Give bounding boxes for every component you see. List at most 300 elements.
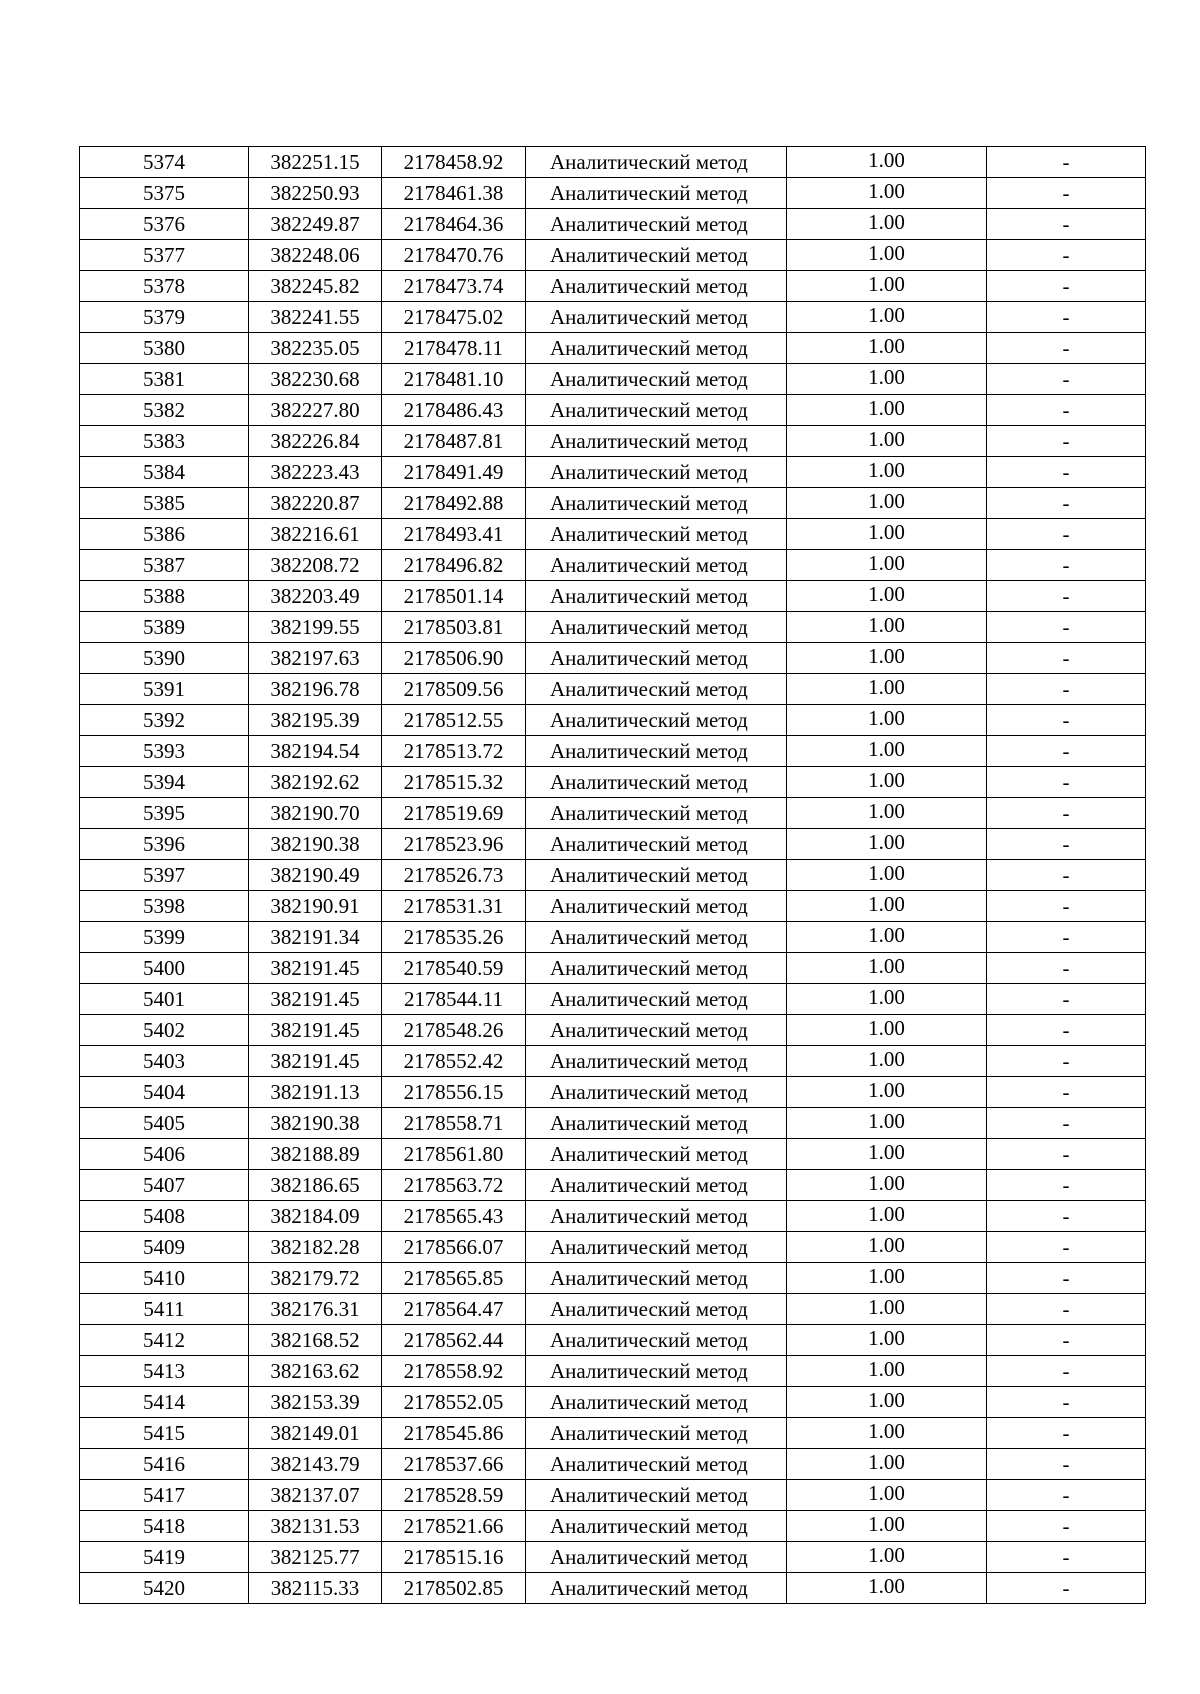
accuracy-cell: 1.00 [787, 705, 987, 736]
point-number-cell: 5406 [80, 1139, 249, 1170]
x-coordinate-cell: 382184.09 [249, 1201, 382, 1232]
description-cell: - [987, 395, 1146, 426]
point-number-cell: 5401 [80, 984, 249, 1015]
y-coordinate-cell: 2178496.82 [382, 550, 526, 581]
table-row [80, 519, 1146, 550]
x-coordinate-cell: 382196.78 [249, 674, 382, 705]
point-number-cell: 5393 [80, 736, 249, 767]
point-number-cell: 5391 [80, 674, 249, 705]
point-number-cell: 5400 [80, 953, 249, 984]
y-coordinate-cell: 2178537.66 [382, 1449, 526, 1480]
point-number-cell: 5385 [80, 488, 249, 519]
x-coordinate-cell: 382143.79 [249, 1449, 382, 1480]
accuracy-cell: 1.00 [787, 1201, 987, 1232]
description-cell: - [987, 1201, 1146, 1232]
x-coordinate-cell: 382153.39 [249, 1387, 382, 1418]
x-coordinate-cell: 382192.62 [249, 767, 382, 798]
accuracy-cell: 1.00 [787, 1573, 987, 1604]
method-cell: Аналитический метод [526, 1418, 787, 1449]
method-cell: Аналитический метод [526, 550, 787, 581]
point-number-cell: 5420 [80, 1573, 249, 1604]
table-row [80, 302, 1146, 333]
x-coordinate-cell: 382191.45 [249, 1015, 382, 1046]
table-row [80, 1573, 1146, 1604]
y-coordinate-cell: 2178535.26 [382, 922, 526, 953]
method-cell: Аналитический метод [526, 302, 787, 333]
description-cell: - [987, 519, 1146, 550]
description-cell: - [987, 178, 1146, 209]
point-number-cell: 5395 [80, 798, 249, 829]
table-row [80, 333, 1146, 364]
x-coordinate-cell: 382245.82 [249, 271, 382, 302]
point-number-cell: 5394 [80, 767, 249, 798]
accuracy-cell: 1.00 [787, 767, 987, 798]
point-number-cell: 5416 [80, 1449, 249, 1480]
x-coordinate-cell: 382190.38 [249, 1108, 382, 1139]
accuracy-cell: 1.00 [787, 395, 987, 426]
x-coordinate-cell: 382191.13 [249, 1077, 382, 1108]
y-coordinate-cell: 2178478.11 [382, 333, 526, 364]
description-cell: - [987, 1542, 1146, 1573]
method-cell: Аналитический метод [526, 953, 787, 984]
description-cell: - [987, 1170, 1146, 1201]
x-coordinate-cell: 382190.38 [249, 829, 382, 860]
method-cell: Аналитический метод [526, 519, 787, 550]
y-coordinate-cell: 2178523.96 [382, 829, 526, 860]
y-coordinate-cell: 2178481.10 [382, 364, 526, 395]
table-row [80, 1511, 1146, 1542]
x-coordinate-cell: 382125.77 [249, 1542, 382, 1573]
y-coordinate-cell: 2178464.36 [382, 209, 526, 240]
accuracy-cell: 1.00 [787, 178, 987, 209]
y-coordinate-cell: 2178545.86 [382, 1418, 526, 1449]
x-coordinate-cell: 382197.63 [249, 643, 382, 674]
accuracy-cell: 1.00 [787, 457, 987, 488]
accuracy-cell: 1.00 [787, 1015, 987, 1046]
table-row [80, 798, 1146, 829]
point-number-cell: 5399 [80, 922, 249, 953]
x-coordinate-cell: 382182.28 [249, 1232, 382, 1263]
table-row [80, 860, 1146, 891]
table-row [80, 1201, 1146, 1232]
x-coordinate-cell: 382137.07 [249, 1480, 382, 1511]
y-coordinate-cell: 2178552.42 [382, 1046, 526, 1077]
method-cell: Аналитический метод [526, 1108, 787, 1139]
x-coordinate-cell: 382199.55 [249, 612, 382, 643]
method-cell: Аналитический метод [526, 1356, 787, 1387]
accuracy-cell: 1.00 [787, 1294, 987, 1325]
accuracy-cell: 1.00 [787, 488, 987, 519]
table-row [80, 1356, 1146, 1387]
x-coordinate-cell: 382223.43 [249, 457, 382, 488]
accuracy-cell: 1.00 [787, 519, 987, 550]
accuracy-cell: 1.00 [787, 922, 987, 953]
y-coordinate-cell: 2178558.71 [382, 1108, 526, 1139]
table-row [80, 1232, 1146, 1263]
x-coordinate-cell: 382226.84 [249, 426, 382, 457]
description-cell: - [987, 1232, 1146, 1263]
description-cell: - [987, 953, 1146, 984]
accuracy-cell: 1.00 [787, 333, 987, 364]
description-cell: - [987, 736, 1146, 767]
method-cell: Аналитический метод [526, 1387, 787, 1418]
accuracy-cell: 1.00 [787, 1263, 987, 1294]
method-cell: Аналитический метод [526, 1077, 787, 1108]
x-coordinate-cell: 382203.49 [249, 581, 382, 612]
x-coordinate-cell: 382168.52 [249, 1325, 382, 1356]
description-cell: - [987, 364, 1146, 395]
accuracy-cell: 1.00 [787, 1449, 987, 1480]
description-cell: - [987, 984, 1146, 1015]
point-number-cell: 5403 [80, 1046, 249, 1077]
table-row [80, 1480, 1146, 1511]
description-cell: - [987, 550, 1146, 581]
x-coordinate-cell: 382190.91 [249, 891, 382, 922]
table-row [80, 1139, 1146, 1170]
accuracy-cell: 1.00 [787, 147, 987, 178]
accuracy-cell: 1.00 [787, 1511, 987, 1542]
y-coordinate-cell: 2178491.49 [382, 457, 526, 488]
description-cell: - [987, 271, 1146, 302]
table-row [80, 209, 1146, 240]
y-coordinate-cell: 2178563.72 [382, 1170, 526, 1201]
y-coordinate-cell: 2178561.80 [382, 1139, 526, 1170]
method-cell: Аналитический метод [526, 674, 787, 705]
method-cell: Аналитический метод [526, 1542, 787, 1573]
method-cell: Аналитический метод [526, 271, 787, 302]
method-cell: Аналитический метод [526, 1325, 787, 1356]
table-row [80, 705, 1146, 736]
accuracy-cell: 1.00 [787, 1232, 987, 1263]
point-number-cell: 5397 [80, 860, 249, 891]
accuracy-cell: 1.00 [787, 953, 987, 984]
accuracy-cell: 1.00 [787, 1480, 987, 1511]
description-cell: - [987, 612, 1146, 643]
method-cell: Аналитический метод [526, 736, 787, 767]
table-row [80, 271, 1146, 302]
description-cell: - [987, 581, 1146, 612]
accuracy-cell: 1.00 [787, 1387, 987, 1418]
method-cell: Аналитический метод [526, 1139, 787, 1170]
y-coordinate-cell: 2178556.15 [382, 1077, 526, 1108]
x-coordinate-cell: 382131.53 [249, 1511, 382, 1542]
method-cell: Аналитический метод [526, 1232, 787, 1263]
point-number-cell: 5404 [80, 1077, 249, 1108]
y-coordinate-cell: 2178461.38 [382, 178, 526, 209]
method-cell: Аналитический метод [526, 147, 787, 178]
table-row [80, 984, 1146, 1015]
description-cell: - [987, 1325, 1146, 1356]
method-cell: Аналитический метод [526, 1480, 787, 1511]
x-coordinate-cell: 382191.34 [249, 922, 382, 953]
point-number-cell: 5384 [80, 457, 249, 488]
accuracy-cell: 1.00 [787, 1325, 987, 1356]
method-cell: Аналитический метод [526, 891, 787, 922]
accuracy-cell: 1.00 [787, 1108, 987, 1139]
point-number-cell: 5409 [80, 1232, 249, 1263]
method-cell: Аналитический метод [526, 612, 787, 643]
y-coordinate-cell: 2178562.44 [382, 1325, 526, 1356]
point-number-cell: 5405 [80, 1108, 249, 1139]
y-coordinate-cell: 2178515.16 [382, 1542, 526, 1573]
accuracy-cell: 1.00 [787, 1356, 987, 1387]
point-number-cell: 5415 [80, 1418, 249, 1449]
method-cell: Аналитический метод [526, 1449, 787, 1480]
method-cell: Аналитический метод [526, 1294, 787, 1325]
x-coordinate-cell: 382179.72 [249, 1263, 382, 1294]
point-number-cell: 5376 [80, 209, 249, 240]
table-row [80, 736, 1146, 767]
description-cell: - [987, 147, 1146, 178]
table-row [80, 1325, 1146, 1356]
y-coordinate-cell: 2178512.55 [382, 705, 526, 736]
description-cell: - [987, 1046, 1146, 1077]
description-cell: - [987, 240, 1146, 271]
description-cell: - [987, 209, 1146, 240]
accuracy-cell: 1.00 [787, 581, 987, 612]
x-coordinate-cell: 382186.65 [249, 1170, 382, 1201]
y-coordinate-cell: 2178552.05 [382, 1387, 526, 1418]
method-cell: Аналитический метод [526, 922, 787, 953]
accuracy-cell: 1.00 [787, 736, 987, 767]
point-number-cell: 5375 [80, 178, 249, 209]
y-coordinate-cell: 2178566.07 [382, 1232, 526, 1263]
y-coordinate-cell: 2178544.11 [382, 984, 526, 1015]
x-coordinate-cell: 382191.45 [249, 953, 382, 984]
description-cell: - [987, 705, 1146, 736]
point-number-cell: 5413 [80, 1356, 249, 1387]
table-row [80, 643, 1146, 674]
table-row [80, 1387, 1146, 1418]
method-cell: Аналитический метод [526, 240, 787, 271]
y-coordinate-cell: 2178473.74 [382, 271, 526, 302]
accuracy-cell: 1.00 [787, 1418, 987, 1449]
description-cell: - [987, 1387, 1146, 1418]
method-cell: Аналитический метод [526, 643, 787, 674]
y-coordinate-cell: 2178565.85 [382, 1263, 526, 1294]
method-cell: Аналитический метод [526, 395, 787, 426]
point-number-cell: 5382 [80, 395, 249, 426]
point-number-cell: 5388 [80, 581, 249, 612]
table-row [80, 767, 1146, 798]
x-coordinate-cell: 382251.15 [249, 147, 382, 178]
table-row [80, 1263, 1146, 1294]
y-coordinate-cell: 2178487.81 [382, 426, 526, 457]
point-number-cell: 5414 [80, 1387, 249, 1418]
point-number-cell: 5418 [80, 1511, 249, 1542]
x-coordinate-cell: 382176.31 [249, 1294, 382, 1325]
accuracy-cell: 1.00 [787, 829, 987, 860]
table-row [80, 457, 1146, 488]
point-number-cell: 5411 [80, 1294, 249, 1325]
table-row [80, 364, 1146, 395]
description-cell: - [987, 1294, 1146, 1325]
description-cell: - [987, 891, 1146, 922]
y-coordinate-cell: 2178509.56 [382, 674, 526, 705]
point-number-cell: 5398 [80, 891, 249, 922]
method-cell: Аналитический метод [526, 488, 787, 519]
y-coordinate-cell: 2178513.72 [382, 736, 526, 767]
table-row [80, 1542, 1146, 1573]
point-number-cell: 5383 [80, 426, 249, 457]
method-cell: Аналитический метод [526, 1170, 787, 1201]
accuracy-cell: 1.00 [787, 426, 987, 457]
method-cell: Аналитический метод [526, 1201, 787, 1232]
table-row [80, 953, 1146, 984]
x-coordinate-cell: 382149.01 [249, 1418, 382, 1449]
table-row [80, 178, 1146, 209]
description-cell: - [987, 1108, 1146, 1139]
method-cell: Аналитический метод [526, 1046, 787, 1077]
table-row [80, 1449, 1146, 1480]
table-row [80, 1108, 1146, 1139]
description-cell: - [987, 643, 1146, 674]
description-cell: - [987, 1480, 1146, 1511]
accuracy-cell: 1.00 [787, 1170, 987, 1201]
method-cell: Аналитический метод [526, 984, 787, 1015]
x-coordinate-cell: 382227.80 [249, 395, 382, 426]
accuracy-cell: 1.00 [787, 860, 987, 891]
table-row [80, 922, 1146, 953]
description-cell: - [987, 829, 1146, 860]
point-number-cell: 5417 [80, 1480, 249, 1511]
y-coordinate-cell: 2178493.41 [382, 519, 526, 550]
description-cell: - [987, 1139, 1146, 1170]
x-coordinate-cell: 382250.93 [249, 178, 382, 209]
y-coordinate-cell: 2178486.43 [382, 395, 526, 426]
y-coordinate-cell: 2178506.90 [382, 643, 526, 674]
point-number-cell: 5377 [80, 240, 249, 271]
y-coordinate-cell: 2178528.59 [382, 1480, 526, 1511]
table-row [80, 550, 1146, 581]
point-number-cell: 5379 [80, 302, 249, 333]
x-coordinate-cell: 382163.62 [249, 1356, 382, 1387]
description-cell: - [987, 457, 1146, 488]
method-cell: Аналитический метод [526, 860, 787, 891]
description-cell: - [987, 333, 1146, 364]
x-coordinate-cell: 382191.45 [249, 1046, 382, 1077]
x-coordinate-cell: 382190.49 [249, 860, 382, 891]
method-cell: Аналитический метод [526, 705, 787, 736]
accuracy-cell: 1.00 [787, 1139, 987, 1170]
accuracy-cell: 1.00 [787, 798, 987, 829]
method-cell: Аналитический метод [526, 457, 787, 488]
y-coordinate-cell: 2178502.85 [382, 1573, 526, 1604]
method-cell: Аналитический метод [526, 426, 787, 457]
table-row [80, 1046, 1146, 1077]
point-number-cell: 5390 [80, 643, 249, 674]
table-row [80, 426, 1146, 457]
description-cell: - [987, 426, 1146, 457]
method-cell: Аналитический метод [526, 178, 787, 209]
y-coordinate-cell: 2178492.88 [382, 488, 526, 519]
table-row [80, 674, 1146, 705]
table-row [80, 1418, 1146, 1449]
point-number-cell: 5402 [80, 1015, 249, 1046]
point-number-cell: 5378 [80, 271, 249, 302]
accuracy-cell: 1.00 [787, 891, 987, 922]
x-coordinate-cell: 382195.39 [249, 705, 382, 736]
y-coordinate-cell: 2178558.92 [382, 1356, 526, 1387]
accuracy-cell: 1.00 [787, 1077, 987, 1108]
point-number-cell: 5392 [80, 705, 249, 736]
point-number-cell: 5386 [80, 519, 249, 550]
description-cell: - [987, 1418, 1146, 1449]
point-number-cell: 5381 [80, 364, 249, 395]
method-cell: Аналитический метод [526, 1015, 787, 1046]
accuracy-cell: 1.00 [787, 364, 987, 395]
description-cell: - [987, 1449, 1146, 1480]
table-row [80, 147, 1146, 178]
table-row [80, 240, 1146, 271]
y-coordinate-cell: 2178526.73 [382, 860, 526, 891]
accuracy-cell: 1.00 [787, 209, 987, 240]
point-number-cell: 5380 [80, 333, 249, 364]
accuracy-cell: 1.00 [787, 984, 987, 1015]
description-cell: - [987, 860, 1146, 891]
x-coordinate-cell: 382241.55 [249, 302, 382, 333]
x-coordinate-cell: 382249.87 [249, 209, 382, 240]
accuracy-cell: 1.00 [787, 550, 987, 581]
description-cell: - [987, 1263, 1146, 1294]
point-number-cell: 5419 [80, 1542, 249, 1573]
method-cell: Аналитический метод [526, 1263, 787, 1294]
description-cell: - [987, 302, 1146, 333]
point-number-cell: 5412 [80, 1325, 249, 1356]
table-row [80, 891, 1146, 922]
point-number-cell: 5410 [80, 1263, 249, 1294]
y-coordinate-cell: 2178564.47 [382, 1294, 526, 1325]
y-coordinate-cell: 2178521.66 [382, 1511, 526, 1542]
point-number-cell: 5387 [80, 550, 249, 581]
table-row [80, 1170, 1146, 1201]
description-cell: - [987, 922, 1146, 953]
description-cell: - [987, 798, 1146, 829]
x-coordinate-cell: 382220.87 [249, 488, 382, 519]
method-cell: Аналитический метод [526, 333, 787, 364]
table-row [80, 1294, 1146, 1325]
x-coordinate-cell: 382235.05 [249, 333, 382, 364]
y-coordinate-cell: 2178519.69 [382, 798, 526, 829]
method-cell: Аналитический метод [526, 798, 787, 829]
description-cell: - [987, 488, 1146, 519]
x-coordinate-cell: 382248.06 [249, 240, 382, 271]
description-cell: - [987, 1015, 1146, 1046]
method-cell: Аналитический метод [526, 1573, 787, 1604]
y-coordinate-cell: 2178503.81 [382, 612, 526, 643]
description-cell: - [987, 1573, 1146, 1604]
method-cell: Аналитический метод [526, 209, 787, 240]
y-coordinate-cell: 2178475.02 [382, 302, 526, 333]
x-coordinate-cell: 382115.33 [249, 1573, 382, 1604]
method-cell: Аналитический метод [526, 364, 787, 395]
description-cell: - [987, 674, 1146, 705]
point-number-cell: 5408 [80, 1201, 249, 1232]
y-coordinate-cell: 2178501.14 [382, 581, 526, 612]
table-row [80, 612, 1146, 643]
table-row [80, 488, 1146, 519]
table-row [80, 1015, 1146, 1046]
accuracy-cell: 1.00 [787, 612, 987, 643]
y-coordinate-cell: 2178458.92 [382, 147, 526, 178]
description-cell: - [987, 767, 1146, 798]
y-coordinate-cell: 2178540.59 [382, 953, 526, 984]
description-cell: - [987, 1077, 1146, 1108]
x-coordinate-cell: 382216.61 [249, 519, 382, 550]
method-cell: Аналитический метод [526, 581, 787, 612]
y-coordinate-cell: 2178470.76 [382, 240, 526, 271]
accuracy-cell: 1.00 [787, 643, 987, 674]
